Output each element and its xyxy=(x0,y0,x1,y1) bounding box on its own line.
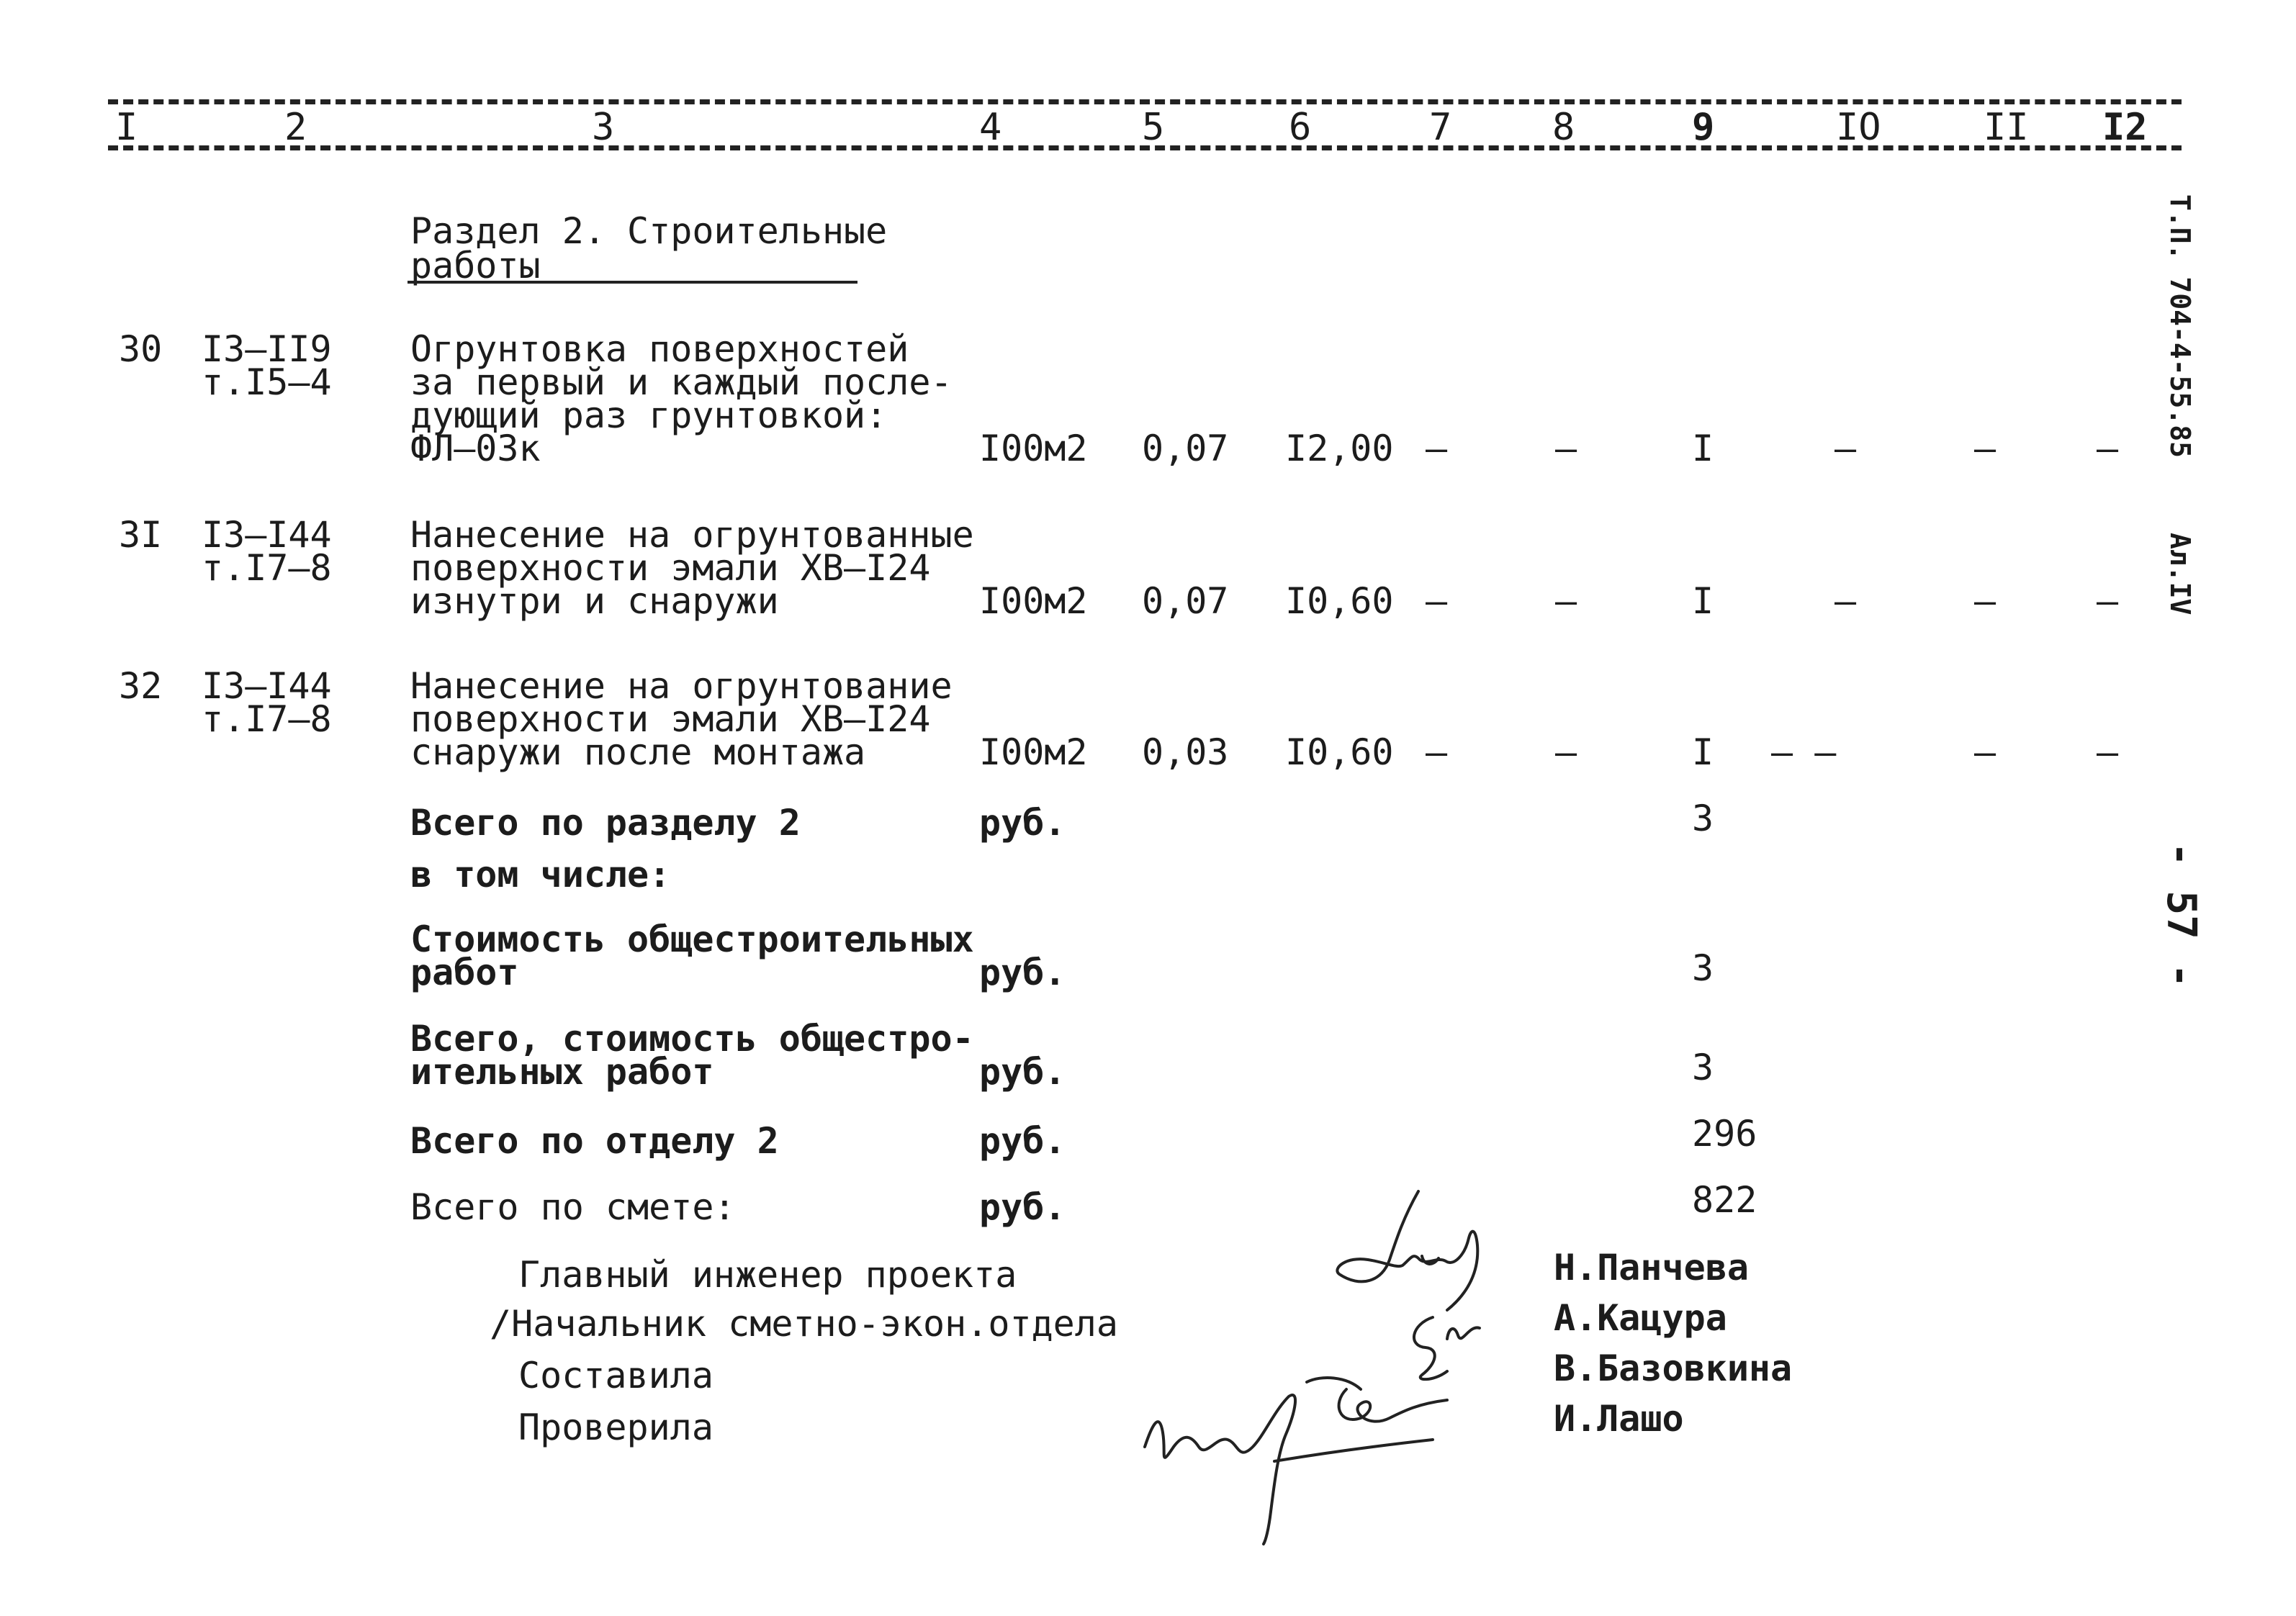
row-price: I0,60 xyxy=(1285,731,1394,773)
row-description-line: изнутри и снаружи xyxy=(410,580,779,622)
top-dashed-rule xyxy=(108,99,2182,104)
column-header-6: 6 xyxy=(1289,106,1312,149)
column-header-4: 4 xyxy=(979,106,1002,149)
row-col12: – xyxy=(2097,428,2119,469)
row-description-line: ФЛ–03к xyxy=(410,428,541,469)
row-quantity: 0,03 xyxy=(1142,731,1229,773)
total-unit: руб. xyxy=(979,952,1066,993)
signer-name: А.Кацура xyxy=(1554,1297,1727,1339)
total-label: Всего по отделу 2 xyxy=(410,1120,779,1162)
column-header-8: 8 xyxy=(1552,106,1575,149)
page-number: - 57 - xyxy=(2158,842,2205,988)
row-col7: – xyxy=(1426,580,1448,622)
total-label: Всего, стоимость общестро- xyxy=(410,1018,974,1060)
total-label-continued: работ xyxy=(410,952,519,993)
row-description-line: дующий раз грунтовкой: xyxy=(410,394,888,436)
row-col8: – xyxy=(1555,580,1577,622)
total-label: Всего по разделу 2 xyxy=(410,802,801,844)
signer-name: И.Лашо xyxy=(1554,1398,1684,1440)
column-header-2: 2 xyxy=(284,106,307,149)
total-label: Всего по смете: xyxy=(410,1186,736,1228)
section-title-underline xyxy=(408,281,857,284)
signer-name: Н.Панчева xyxy=(1554,1247,1749,1288)
row-price: I0,60 xyxy=(1285,580,1394,622)
row-col11: – xyxy=(1974,731,1996,773)
signer-role: Главный инженер проекта xyxy=(518,1254,1017,1296)
row-code: I3–II9 xyxy=(202,328,332,370)
row-col8: – xyxy=(1555,428,1577,469)
row-description-line: снаружи после монтажа xyxy=(410,731,866,773)
row-number: 30 xyxy=(119,328,163,370)
column-header-9: 9 xyxy=(1692,106,1715,149)
total-value: 822 xyxy=(1692,1179,1757,1221)
total-value: 296 xyxy=(1692,1113,1757,1155)
section-title: Раздел 2. Строительные xyxy=(410,210,888,252)
total-unit: руб. xyxy=(979,1051,1066,1093)
row-price: I2,00 xyxy=(1285,428,1394,469)
row-col11: – xyxy=(1974,580,1996,622)
handwritten-signature-lasho xyxy=(1130,1368,1505,1548)
column-header-10: IO xyxy=(1836,106,1881,149)
row-col9: I xyxy=(1692,731,1714,773)
row-col9: I xyxy=(1692,428,1714,469)
section-title-continued: работы xyxy=(410,245,541,286)
row-table-ref: т.I7–8 xyxy=(202,698,332,740)
signer-role: Проверила xyxy=(518,1407,713,1448)
total-unit: руб. xyxy=(979,802,1066,844)
row-col10: – xyxy=(1834,580,1857,622)
row-quantity: 0,07 xyxy=(1142,428,1229,469)
column-header-11: II xyxy=(1984,106,2029,149)
row-quantity: 0,07 xyxy=(1142,580,1229,622)
row-col10: – xyxy=(1834,428,1857,469)
signer-role: Составила xyxy=(518,1355,713,1396)
signer-name: В.Базовкина xyxy=(1554,1348,1793,1389)
column-header-5: 5 xyxy=(1142,106,1165,149)
row-col7: – xyxy=(1426,731,1448,773)
row-table-ref: т.I5–4 xyxy=(202,361,332,403)
row-col11: – xyxy=(1974,428,1996,469)
row-col9: I xyxy=(1692,580,1714,622)
total-label-continued: ительных работ xyxy=(410,1051,714,1093)
total-value: 3 xyxy=(1692,947,1714,989)
row-col10: – – xyxy=(1771,731,1837,773)
row-col7: – xyxy=(1426,428,1448,469)
column-header-3: 3 xyxy=(592,106,615,149)
total-unit: руб. xyxy=(979,1120,1066,1162)
row-description-line: Нанесение на огрунтованные xyxy=(410,514,974,556)
side-stamp-code: Т.П. 704-4-55.85 xyxy=(2164,194,2196,459)
column-header-1: I xyxy=(115,106,138,149)
total-label: Стоимость общестроительных xyxy=(410,918,974,960)
row-description-line: поверхности эмали ХВ–I24 xyxy=(410,547,931,589)
row-code: I3–I44 xyxy=(202,514,332,556)
total-value: 3 xyxy=(1692,1047,1714,1088)
column-header-7: 7 xyxy=(1429,106,1452,149)
subtotal-heading: в том числе: xyxy=(410,854,671,895)
row-description-line: Огрунтовка поверхностей xyxy=(410,328,909,370)
row-description-line: Нанесение на огрунтование xyxy=(410,665,953,707)
row-number: 3I xyxy=(119,514,163,556)
side-stamp-album: Ал.IV xyxy=(2164,533,2196,615)
row-table-ref: т.I7–8 xyxy=(202,547,332,589)
row-col8: – xyxy=(1555,731,1577,773)
row-unit: I00м2 xyxy=(979,580,1088,622)
signer-role: /Начальник сметно-экон.отдела xyxy=(490,1303,1118,1345)
row-code: I3–I44 xyxy=(202,665,332,707)
row-unit: I00м2 xyxy=(979,428,1088,469)
row-unit: I00м2 xyxy=(979,731,1088,773)
row-col12: – xyxy=(2097,580,2119,622)
row-description-line: за первый и каждый после- xyxy=(410,361,953,403)
total-value: 3 xyxy=(1692,798,1714,839)
row-number: 32 xyxy=(119,665,163,707)
row-description-line: поверхности эмали ХВ–I24 xyxy=(410,698,931,740)
row-col12: – xyxy=(2097,731,2119,773)
column-header-12: I2 xyxy=(2102,106,2148,149)
total-unit: руб. xyxy=(979,1186,1066,1228)
